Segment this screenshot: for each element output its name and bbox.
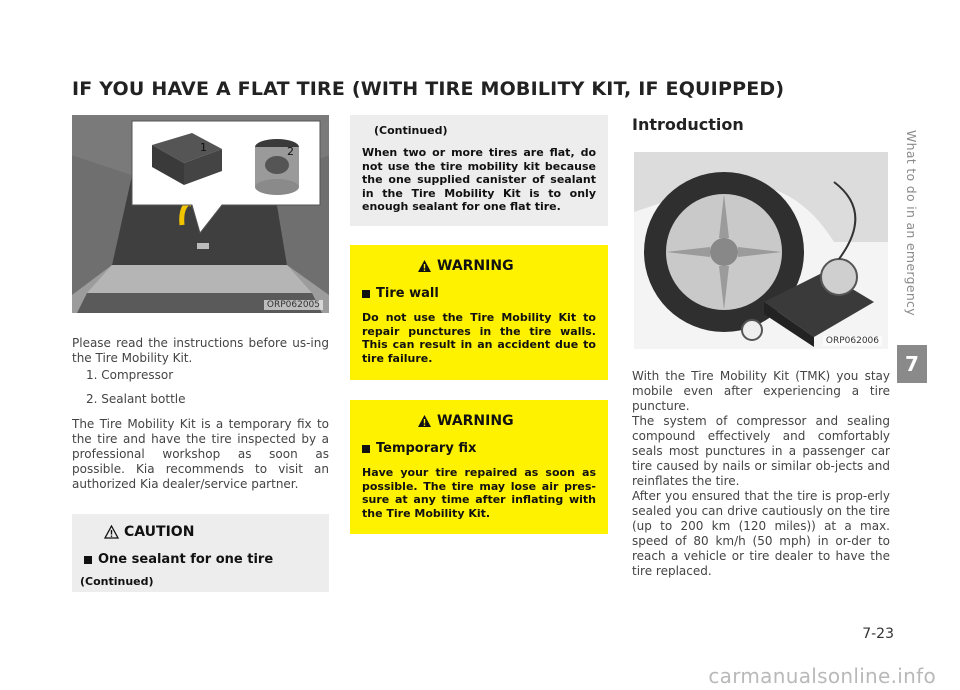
callout-1: 1 (200, 141, 207, 154)
intro-paragraph-2: The system of compressor and sealing compound effectively and comfortably seals most punctures in a passenger car tire caused by nails or similar ob-jects and reinflates the tire. (632, 414, 890, 488)
chapter-side-label (904, 130, 922, 330)
tmk-paragraph: The Tire Mobility Kit is a temporary fix to the tire and have the tire inspected by a professional workshop as soon as possible. Kia recommends to visit an authorized Kia dealer/service partner. (72, 417, 329, 491)
warning-header (362, 258, 596, 274)
warning-box-temporary-fix (350, 400, 608, 534)
warning-icon (417, 259, 432, 273)
bullet-square-icon (362, 445, 370, 453)
list-item: 1. Compressor (86, 368, 174, 382)
caution-subtitle (84, 552, 317, 567)
callout-2: 2 (287, 145, 294, 158)
caution-subtitle-text: One sealant for one tire (98, 552, 274, 567)
bullet-square-icon (84, 556, 92, 564)
caution-header (84, 524, 317, 540)
warning-text: Have your tire repaired as soon as possible. The tire may lose air pres-sure at any time after inflating with the Tire Mobility Kit. (362, 466, 596, 520)
warning-title: WARNING (437, 413, 514, 429)
trunk-illustration (72, 115, 329, 313)
warning-icon (417, 414, 432, 428)
trunk-figure (72, 115, 329, 313)
right-column (632, 115, 890, 579)
caution-box (72, 514, 329, 592)
tire-figure (634, 152, 888, 349)
page-number: 7-23 (862, 626, 894, 642)
warning-subtitle (362, 286, 596, 301)
intro-paragraph-3: After you ensured that the tire is prop-erly sealed you can drive cautiously on the tire (up to 200 km (120 miles)) at a max. speed of 80 km/h (50 mph) in or-der to reach a vehicle or tire dealer to have the tire replaced. (632, 489, 890, 578)
left-column (72, 115, 329, 592)
page-title: IF YOU HAVE A FLAT TIRE (WITH TIRE MOBILITY KIT, IF EQUIPPED) (72, 78, 785, 100)
warning-subtitle (362, 441, 596, 456)
caution-icon (104, 525, 119, 539)
continued-label: (Continued) (374, 124, 448, 137)
intro-paragraph-1: With the Tire Mobility Kit (TMK) you stay mobile even after experiencing a tire puncture. (632, 369, 890, 413)
figure-caption-2: ORP062006 (823, 336, 882, 346)
tire-illustration (634, 152, 888, 349)
middle-column (350, 115, 608, 534)
watermark: carmanualsonline.info (708, 664, 936, 688)
warning-box-tire-wall (350, 245, 608, 380)
warning-header (362, 413, 596, 429)
warning-text: Do not use the Tire Mobility Kit to repair punctures in the tire walls. This can result in an accident due to tire failure. (362, 311, 596, 365)
intro-text: Please read the instructions before us-ing the Tire Mobility Kit. (72, 336, 329, 365)
continued-text: When two or more tires are flat, do not use the tire mobility kit because the one supplied canister of sealant in the Tire Mobility Kit is to only enough sealant for one flat tire. (362, 146, 596, 213)
figure-caption-1: ORP062005 (264, 300, 323, 310)
continued-label: (Continued) (80, 575, 154, 588)
section-heading: Introduction (632, 115, 744, 134)
continued-box (350, 115, 608, 226)
bullet-square-icon (362, 290, 370, 298)
chapter-number-tab: 7 (897, 345, 927, 383)
caution-title: CAUTION (124, 524, 195, 540)
warning-title: WARNING (437, 258, 514, 274)
chapter-title: What to do in an emergency (904, 130, 919, 316)
list-item: 2. Sealant bottle (86, 392, 186, 406)
warning-subtitle-text: Tire wall (376, 286, 439, 301)
warning-subtitle-text: Temporary fix (376, 441, 477, 456)
parts-list (72, 366, 329, 408)
